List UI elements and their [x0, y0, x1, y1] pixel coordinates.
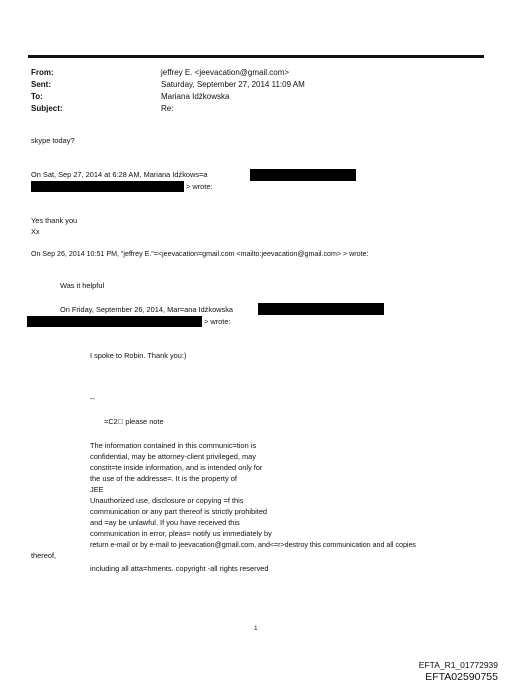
to-value: Mariana Idźkowska	[161, 92, 230, 101]
disclaimer-copyright: including all atta=hments. copyright -all rights reserved	[90, 564, 269, 573]
disclaimer-line: Unauthorized use, disclosure or copying =f this	[90, 496, 244, 505]
message-spoke: I spoke to Robin. Thank you:)	[90, 351, 187, 360]
bates-code-2: EFTA02590755	[425, 671, 498, 683]
please-note: =C2  please note	[104, 417, 164, 426]
redaction-block	[27, 316, 202, 327]
bates-code-1: EFTA_R1_01772939	[418, 660, 498, 670]
sent-value: Saturday, September 27, 2014 11:09 AM	[161, 80, 305, 89]
quote2-line: On Sep 26, 2014 10:51 PM, "jeffrey E."=<jeevacation=gmail.com <mailto:jeevacation@gmail.com> > wrote:	[31, 250, 369, 258]
reply-yes: Yes thank you	[31, 216, 78, 225]
disclaimer-line: and =ay be unlawful. If you have received this	[90, 518, 240, 527]
sent-label: Sent:	[31, 80, 51, 89]
message-skype: skype today?	[31, 136, 75, 145]
to-label: To:	[31, 92, 43, 101]
signature-dashes: --	[90, 394, 95, 403]
quote3-line2: > wrote:	[204, 317, 231, 326]
from-value: jeffrey E. <jeevacation@gmail.com>	[161, 68, 290, 77]
was-helpful: Was it helpful	[60, 281, 105, 290]
subject-label: Subject:	[31, 104, 63, 113]
quote3-line1: On Friday, September 26, 2014, Mar=ana Idźkowska	[60, 305, 234, 314]
redaction-block	[31, 181, 184, 192]
disclaimer-line: JEE	[90, 485, 104, 494]
disclaimer-line: return e-mail or by e-mail to jeevacation@gmail.com, and<=r>destroy this communication and all copies	[90, 541, 416, 549]
disclaimer-line: confidential, may be attorney-client privileged, may	[90, 452, 256, 461]
from-label: From:	[31, 68, 54, 77]
disclaimer-line: constit=te inside information, and is intended only for	[90, 463, 263, 472]
disclaimer-line: communication in error, pleas= notify us immediately by	[90, 529, 272, 538]
subject-value: Re:	[161, 104, 174, 113]
disclaimer-thereof: thereof,	[31, 551, 57, 560]
disclaimer-line: the use of the addresse=. It is the property of	[90, 474, 237, 483]
disclaimer-line: communication or any part thereof is strictly prohibited	[90, 507, 268, 516]
redaction-block	[258, 303, 384, 315]
quote1-line2: > wrote:	[186, 182, 213, 191]
reply-xx: Xx	[31, 227, 40, 236]
quote1-line1: On Sat, Sep 27, 2014 at 6:28 AM, Mariana Idźkows=a	[31, 170, 208, 179]
redaction-block	[250, 169, 356, 181]
page-number: 1	[254, 625, 258, 632]
header-rule	[28, 55, 484, 58]
disclaimer-line: The information contained in this communic=tion is	[90, 441, 257, 450]
